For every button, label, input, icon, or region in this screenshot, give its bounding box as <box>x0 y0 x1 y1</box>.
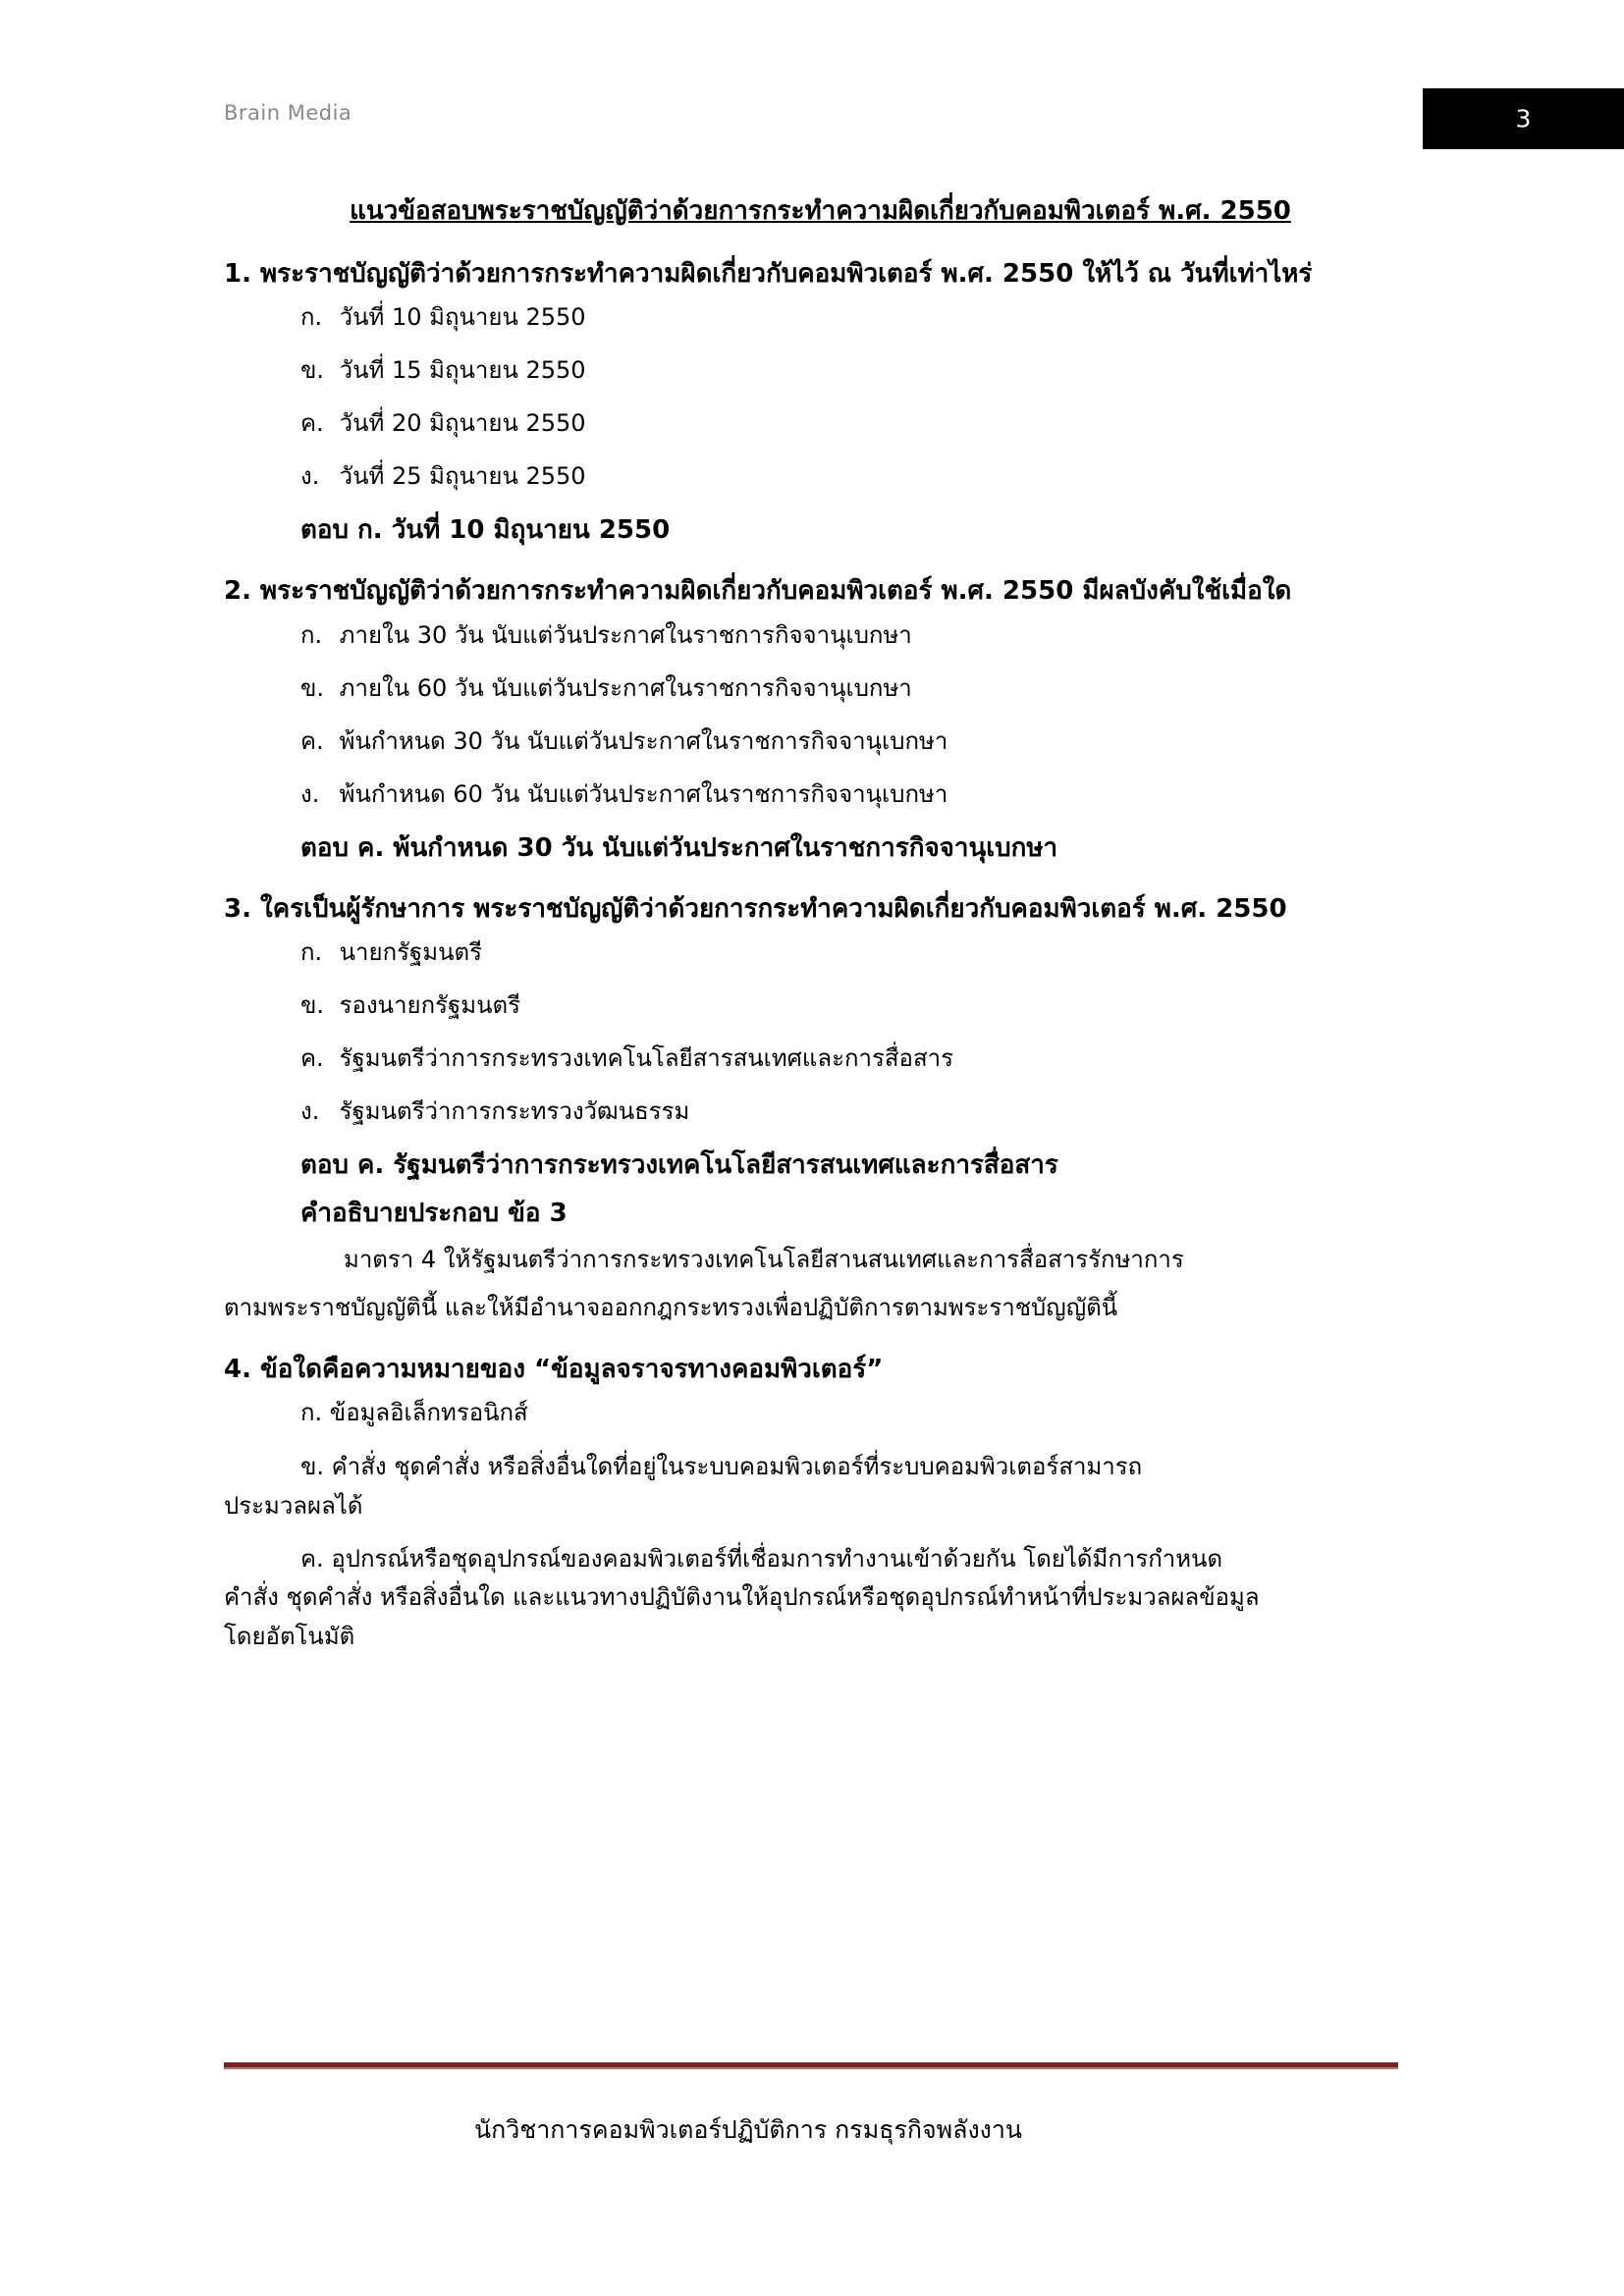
header-brand-label: Brain Media <box>224 101 352 125</box>
choice-text: วันที่ 20 มิถุนายน 2550 <box>339 409 586 438</box>
choice-text: ภายใน 60 วัน นับแต่วันประกาศในราชการกิจจานุเบกษา <box>339 673 912 702</box>
question-3-choice-b <box>224 988 1417 1023</box>
choice-letter: ข. <box>300 356 325 385</box>
choice-text: พ้นกำหนด 30 วัน นับแต่วันประกาศในราชการกิจจานุเบกษา <box>339 726 948 755</box>
question-3-explanation-heading: คำอธิบายประกอบ ข้อ 3 <box>300 1198 568 1228</box>
question-1-body: พระราชบัญญัติว่าด้วยการกระทำความผิดเกี่ยวกับคอมพิวเตอร์ พ.ศ. 2550 ให้ไว้ ณ วันที่เท่าไหร่ <box>260 259 1313 289</box>
question-1-answer: ตอบ ก. วันที่ 10 มิถุนายน 2550 <box>300 515 671 546</box>
question-2-choice-a <box>224 617 1417 653</box>
choice-text: รัฐมนตรีว่าการกระทรวงเทคโนโลยีสารสนเทศและการสื่อสาร <box>339 1043 953 1072</box>
choice-text: นายกรัฐมนตรี <box>339 937 482 966</box>
choice-letter: ก. <box>300 620 323 649</box>
question-4-choice-c <box>224 1540 1417 1657</box>
question-1-choice-a <box>224 299 1417 335</box>
question-4-choice-c-line-1: ค. อุปกรณ์หรือชุดอุปกรณ์ของคอมพิวเตอร์ที่เชื่อมการทำงานเข้าด้วยกัน โดยได้มีการกำหนด <box>300 1544 1223 1573</box>
question-4-choice-b <box>224 1448 1417 1525</box>
question-3-text <box>224 889 1417 929</box>
question-3-answer: ตอบ ค. รัฐมนตรีว่าการกระทรวงเทคโนโลยีสารสนเทศและการสื่อสาร <box>300 1149 1058 1180</box>
question-3-explanation-line-1: มาตรา 4 ให้รัฐมนตรีว่าการกระทรวงเทคโนโลยีสานสนเทศและการสื่อสารรักษาการ <box>344 1245 1184 1273</box>
footer-divider-thin <box>224 2067 1398 2069</box>
question-4-choice-c-line-2: คำสั่ง ชุดคำสั่ง หรือสิ่งอื่นใด และแนวทางปฏิบัติงานให้อุปกรณ์หรือชุดอุปกรณ์ทำหน้าที่ประมวลผลข้อมูล <box>224 1583 1260 1612</box>
document-title: แนวข้อสอบพระราชบัญญัติว่าด้วยการกระทำความผิดเกี่ยวกับคอมพิวเตอร์ พ.ศ. 2550 <box>350 196 1291 226</box>
question-4-choice-c-line-3: โดยอัตโนมัติ <box>224 1622 355 1650</box>
choice-letter: ก. <box>300 303 323 332</box>
question-2-answer: ตอบ ค. พ้นกำหนด 30 วัน นับแต่วันประกาศในราชการกิจจานุเบกษา <box>300 832 1058 863</box>
page-number: 3 <box>1515 104 1532 133</box>
question-3-choice-c <box>224 1041 1417 1076</box>
choice-text: รองนายกรัฐมนตรี <box>339 990 520 1019</box>
question-3-explanation-line-2: ตามพระราชบัญญัตินี้ และให้มีอำนาจออกกฎกระทรวงเพื่อปฏิบัติการตามพระราชบัญญัตินี้ <box>224 1294 1118 1322</box>
question-4-text <box>224 1350 1417 1389</box>
question-2-choice-b <box>224 670 1417 706</box>
choice-letter: ง. <box>300 462 320 491</box>
choice-letter: ค. <box>300 409 324 438</box>
footer-label: นักวิชาการคอมพิวเตอร์ปฏิบัติการ กรมธุรกิจพลังงาน <box>474 2115 1022 2144</box>
choice-text: วันที่ 25 มิถุนายน 2550 <box>339 462 586 491</box>
question-4-choice-a: ก. ข้อมูลอิเล็กทรอนิกส์ <box>300 1399 528 1427</box>
footer-divider <box>224 2062 1398 2067</box>
choice-text: รัฐมนตรีว่าการกระทรวงวัฒนธรรม <box>339 1096 690 1125</box>
choice-text: พ้นกำหนด 60 วัน นับแต่วันประกาศในราชการกิจจานุเบกษา <box>339 779 948 808</box>
question-1-choice-c <box>224 405 1417 441</box>
question-1-number: 1. <box>224 259 251 289</box>
choice-letter: ข. <box>300 673 325 702</box>
page-number-badge <box>1423 88 1624 149</box>
question-3-choice-a <box>224 934 1417 970</box>
question-2-number: 2. <box>224 576 251 607</box>
choice-letter: ค. <box>300 726 324 755</box>
choice-text: ภายใน 30 วัน นับแต่วันประกาศในราชการกิจจานุเบกษา <box>339 620 912 649</box>
question-1-text <box>224 254 1417 294</box>
choice-letter: ก. <box>300 937 323 966</box>
question-3-number: 3. <box>224 893 251 924</box>
choice-letter: ข. <box>300 990 325 1019</box>
question-2-choice-d <box>224 776 1417 812</box>
footer <box>0 2112 1624 2147</box>
choice-letter: ง. <box>300 1096 320 1125</box>
choice-letter: ค. <box>300 1043 324 1072</box>
question-3-body: ใครเป็นผู้รักษาการ พระราชบัญญัติว่าด้วยการกระทำความผิดเกี่ยวกับคอมพิวเตอร์ พ.ศ. 2550 <box>260 893 1287 924</box>
choice-letter: ง. <box>300 779 320 808</box>
question-4-choice-b-line-1: ข. คำสั่ง ชุดคำสั่ง หรือสิ่งอื่นใดที่อยู่ในระบบคอมพิวเตอร์ที่ระบบคอมพิวเตอร์สามารถ <box>300 1453 1143 1481</box>
choice-text: วันที่ 15 มิถุนายน 2550 <box>339 356 586 385</box>
question-2-text <box>224 571 1417 611</box>
question-2-body: พระราชบัญญัติว่าด้วยการกระทำความผิดเกี่ยวกับคอมพิวเตอร์ พ.ศ. 2550 มีผลบังคับใช้เมื่อใด <box>260 576 1292 607</box>
question-1-choice-b <box>224 352 1417 388</box>
question-1-choice-d <box>224 458 1417 494</box>
choice-text: วันที่ 10 มิถุนายน 2550 <box>339 303 586 332</box>
page-header <box>0 88 1624 167</box>
question-2-choice-c <box>224 723 1417 759</box>
question-4-body: ข้อใดคือความหมายของ “ข้อมูลจราจรทางคอมพิวเตอร์” <box>260 1355 884 1385</box>
document-body <box>224 192 1417 1670</box>
question-3-choice-d <box>224 1094 1417 1129</box>
question-4-number: 4. <box>224 1355 251 1385</box>
question-4-choice-b-line-2: ประมวลผลได้ <box>224 1491 363 1520</box>
